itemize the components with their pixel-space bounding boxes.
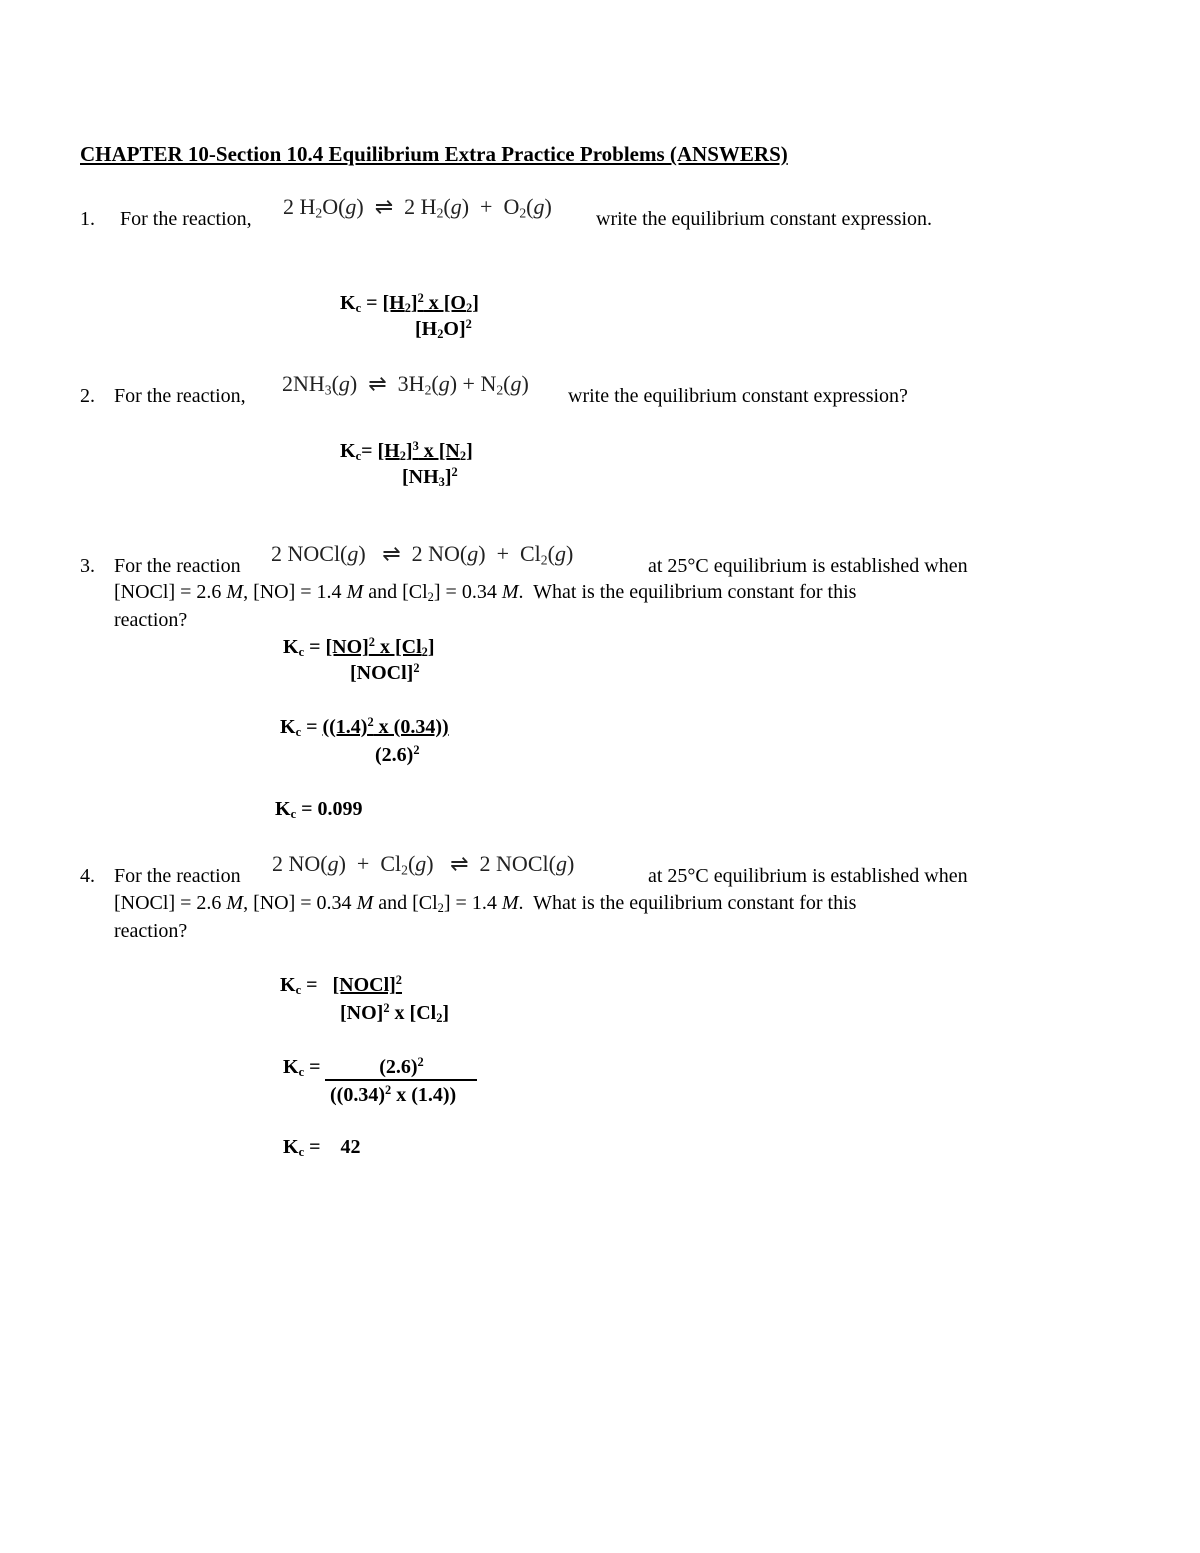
problem-2-answer-denominator: $[NH_3]^2$ [402,465,458,490]
problem-3-tail: at 25°C equilibrium is established when [648,555,968,577]
problem-4-question-end: reaction? [114,920,188,942]
problem-1-answer-denominator: $[H_2O]^2$ [415,317,472,342]
problem-3-subst-denominator: $(2.6)^2$ [375,743,420,766]
problem-4-subst-denominator: ($(0.34)^2$ x (1.4)) [330,1083,457,1106]
problem-2-lead: For the reaction, [114,385,246,407]
problem-3-question-end: reaction? [114,609,188,631]
problem-1-tail: write the equilibrium constant expression. [596,208,933,230]
problem-4-reaction: 2 $NO(g) + Cl_2(g)$ ⇌ 2 NOCl(g) [272,851,575,878]
problem-3-subst-numerator: $K_c = ((1.4)^2$ x (0.34)) [280,715,449,740]
problem-1-reaction: 2 $H_2O(g)$ ⇌ 2 $H_2(g) + O_2(g)$ [283,194,552,221]
problem-3-reaction: 2 NOCl(g) ⇌ 2 $NO(g) + Cl_2(g)$ [271,541,574,568]
document-title: CHAPTER 10-Section 10.4 Equilibrium Extra Practice Problems (ANSWERS) [80,142,788,166]
problem-3-conditions: [NOCl] = 2.6 M, [NO] = 1.4 M and $[Cl_2] = 0.34$ M. What is the equilibrium constant for this [114,581,857,605]
problem-1-lead: For the reaction, [120,208,252,230]
problem-4-expr-denominator: [NO]$^2$ x $[Cl_2]$ [340,1001,450,1026]
problem-3-number: 3. [80,555,95,577]
problem-2-reaction: $2NH_3(g)$ ⇌ $3H_2(g) + N_2(g)$ [282,371,529,398]
problem-4-expr-numerator: $K_c$ = [NOCl]$^2$ [280,973,402,998]
problem-4-result-value: 42 [340,1136,361,1158]
problem-3-expr-denominator: [NOCl]$^2$ [350,661,420,684]
problem-1-number: 1. [80,208,95,230]
problem-2-tail: write the equilibrium constant expression? [568,385,908,407]
problem-2-number: 2. [80,385,95,407]
problem-4-conditions: [NOCl] = 2.6 M, [NO] = 0.34 M and $[Cl_2] = 1.4$ M. What is the equilibrium constant for this [114,892,857,916]
problem-4-result: $K_c$ = 42 [283,1136,361,1160]
problem-3-lead: For the reaction [114,555,241,577]
problem-3-expr-numerator: $K_c = [NO]^2$ x $[Cl_2]$ [283,635,435,660]
problem-4-tail: at 25°C equilibrium is established when [648,865,968,887]
problem-4-lead: For the reaction [114,865,241,887]
problem-4-subst-numerator: $K_c = (2.6)^2$ [283,1056,477,1081]
problem-2-answer-numerator: $K_c= [H_2]^3$ x $[N_2]$ [340,439,473,464]
problem-4-number: 4. [80,865,95,887]
problem-1-answer-numerator: $K_c = [H_2]^2$ x $[O_2]$ [340,291,479,316]
problem-3-result: $K_c = 0.099$ [275,798,363,822]
